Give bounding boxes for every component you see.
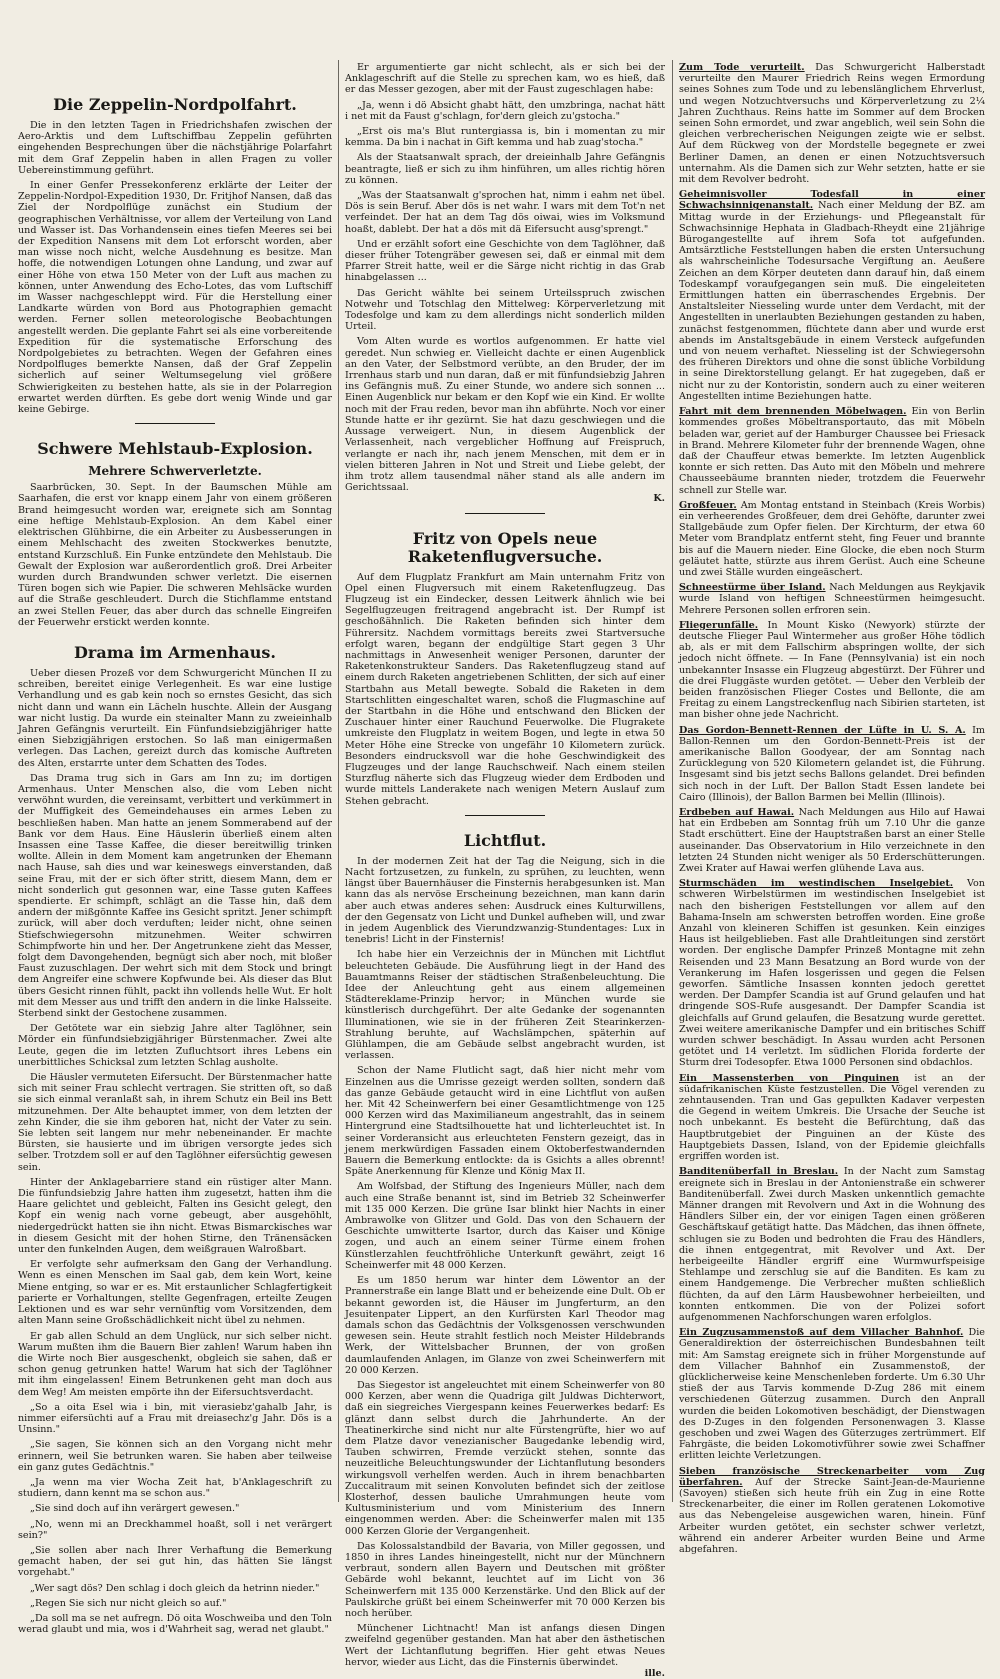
paragraph: Das Drama trug sich in Gars am Inn zu; im dortigen Armenhaus. Unter Menschen also, die vom Leben nicht verwöhnt wurden, die vereinsamt, verbittert und verkümmert in der Muffigkeit des Gemeindehauses ein armes Leben zu beschließen haben. Man hatte an jenem Sommerabend auf der Bank vor dem Haus. Eine Häuslerin überließ einem alten Insassen eine Tasse Kaffee, die dieser bereitwillig trinken wollte. Allein in dem Moment kam angetrunken der Ehemann nach Hause, sah dies und war keineswegs einverstanden, daß seine Frau, mit der er sich öfter stritt, diesem Mann, dem er nicht sonderlich gut gesonnen war, eine Tasse guten Kaffees spendierte. Er schimpft, schlägt an die Tasse hin, daß dem andern der mißgönnte Kaffee ins Gesicht spritzt. Jener schimpft zurück, will aber doch verduften; leider nicht, ohne seinen Stiefschwiegersohn mitzunehmen. Weiter schwirren Schimpfworte hin und her. Der Angetrunkene zieht das Messer, folgt dem Davongehenden, begnügt sich aber noch, mit bloßer Faust zuzuschlagen. Der wehrt sich mit dem Stock und bringt dem Angreifer eine schwere Kopfwunde bei. Als dieser das Blut übers Gesicht rinnen fühlt, packt ihn vollends helle Wut. Er holt mit dem Messer aus und trifft den andern in die linke Halsseite. Sterbend sinkt der Gestochene zusammen. bbox=[18, 772, 332, 1020]
paragraph: Die in den letzten Tagen in Friedrichshafen zwischen der Aero-Arktis und dem Luftschiffbau Zeppelin geführten eingehenden Besprechungen über die nächstjährige Polarfahrt mit dem Graf Zeppelin haben in allen Fragen zu voller Uebereinstimmung geführt. bbox=[18, 120, 332, 176]
author-signature: K. bbox=[653, 493, 665, 505]
paragraph: Münchener Lichtnacht! Man ist anfangs diesen Dingen zweifelnd gegenüber gestanden. Man hat aber den ästhetischen Wert der Lichtanflutung begriffen. Hier geht etwas Neues hervor, wieder aus Licht, das die Finsternis überwindet. bbox=[345, 1623, 665, 1668]
paragraph: „Regen Sie sich nur nicht gleich so auf." bbox=[30, 1597, 227, 1609]
article-subtitle: Mehrere Schwerverletzte. bbox=[88, 464, 262, 479]
column-left bbox=[18, 62, 332, 1639]
paragraph: Am Wolfsbad, der Stiftung des Ingenieurs Müller, nach dem auch eine Straße benannt ist, sind im Betrieb 32 Scheinwerfer mit 135 000 Kerzen. Die grüne Isar blinkt hier Nachts in einer Ambrawolke von Glitzer und Gold. Das von den Schauern der Geschichte umwitterte Isartor, durch das Kaiser und Könige zogen, und auch an einem seiner Türme einem frohen Künstlerzahlen feuchtfröhliche Unterkunft gewährt, zeigt 16 Scheinwerfer mit 48 000 Kerzen. bbox=[345, 1181, 665, 1271]
paragraph: „Ja wenn ma vier Wocha Zeit hat, b'Anklageschrift zu studiern, dann kennt ma se schon aus." bbox=[18, 1476, 332, 1500]
news-item bbox=[679, 807, 985, 874]
news-headline: Geheimnisvoller Todesfall in einer Schwachsinnigenanstalt. bbox=[679, 189, 985, 212]
news-item bbox=[679, 620, 985, 721]
news-headline: Großfeuer. bbox=[679, 499, 737, 511]
paragraph: Ich habe hier ein Verzeichnis der in München mit Lichtflut beleuchteten Gebäude. Die Ausführung liegt in der Hand des Bauamtmanns Reiser der städtischen Straßenbeleuchtung. Die Idee der Anleuchtung geht aus einem allgemeinen Städtereklame-Prinzip hervor; in München wurde sie künstlerisch durchgeführt. Der alte Gedanke der sogenannten Illuminationen, wie sie in der früheren Zeit Stearinkerzen-Strahlung beruhte, auf Wachslämpchen, späterhin auf Glühlampen, die am Gebäude selbst angebracht wurden, ist verlassen. bbox=[345, 949, 665, 1062]
news-text: In der Nacht zum Samstag ereignete sich in Breslau in der Antonienstraße ein schwerer Banditenüberfall. Zwei durch Masken unkenntlich gemachte Männer drangen mit Revolvern und Axt in die Wohnung des Händlers Silber ein, der vor einigen Tagen einen größeren Geschäftskauf getätigt hatte. Das Mädchen, das ihnen öffnete, schlugen sie zu Boden und bedrohten die Frau des Händlers, die ihnen entgegentrat, mit Revolver und Axt. Der herbeigeeilte Händler ergriff eine Wurmwurfspeisige Stehlampe und zerschlug sie auf die Banditen. Es kam zu einem Handgemenge. Die Verbrecher mußten schließlich flüchten, da auf den Lärm Hausbewohner herbeieilten, und konnten entkommen. Die von der Polizei sofort aufgenommenen Nachforschungen waren erfolglos. bbox=[679, 1166, 985, 1323]
paragraph: Das Siegestor ist angeleuchtet mit einem Scheinwerfer von 80 000 Kerzen, aber wenn die Quadriga gilt Juldwas Dichterwort, daß ein siegreiches Viergespann keines Feuerwerkes bedarf: Es glänzt dann selbst durch die Jahrhunderte. An der Theatinerkirche sind nicht nur alte Fürstengrüfte, hier wo auf dem Platze davor venezianischer Baugedanke lebendig wird, Tauben schwirren, Fremde verzückt stehen, sonnte das neuzeitliche Beleuchtungswunder der Lichtanflutung besonders wirkungsvoll verhelfen werden. Auch in ihrem benachbarten Zuccalitraum mit seinen Konvoluten befindet sich der zeitlose Klosterhof, dessen bauliche Umrahmungen heute vom Kultusministerium und vom Ministerium des Innern eingenommen werden. Aber: die Scheinwerfer malen mit 135 000 Kerzen Glorie der Vergangenheit. bbox=[345, 1379, 665, 1537]
article-title-armenhaus: Drama im Armenhaus. bbox=[74, 642, 276, 662]
news-item bbox=[679, 406, 985, 496]
news-item bbox=[679, 878, 985, 1068]
divider bbox=[135, 423, 215, 424]
news-headline: Fahrt mit dem brennenden Möbelwagen. bbox=[679, 406, 907, 418]
news-text: Nach Meldungen aus Reykjavik wurde Island von heftigen Schneestürmen heimgesucht. Mehrere Personen sollen erfroren sein. bbox=[679, 582, 985, 616]
paragraph: Und er erzählt sofort eine Geschichte von dem Taglöhner, daß dieser früher Totengräber gewesen sei, daß er einmal mit dem Pfarrer Streit hatte, weil er die Särge nicht richtig in das Grab hinabgelassen ... bbox=[345, 238, 665, 284]
paragraph: „Sie sollen aber nach Ihrer Verhaftung die Bemerkung gemacht haben, der sei gut hin, das hätten Sie längst vorgehabt." bbox=[18, 1544, 332, 1579]
paragraph: „Ja, wenn i dö Absicht ghabt hätt, den umzbringa, nachat hätt i net mit da Faust g'schlagn, for'dern gleich zu'gstocha." bbox=[345, 99, 665, 122]
news-headline: Erdbeben auf Hawai. bbox=[679, 807, 795, 818]
paragraph: „So a oita Esel wia i bin, mit vierasiebz'gahalb Jahr, is nimmer eifersüchti auf a Frau mit dreiasechz'g Jahr. Dös is a Unsinn." bbox=[18, 1401, 332, 1436]
news-headline: Fliegerunfälle. bbox=[679, 619, 759, 631]
news-text: ist an der südafrikanischen Küste festzustellen. Die Vögel verenden zu zehntausenden. Tran und Gas gepulkten Kadaver verpesten die Gegend in weitem Umkreis. Die Ursache der Seuche ist noch unbekannt. Es besteht die Befürchtung, daß das Hauptbrutgebiet der Pinguinen an der Küste des Hauptgebiets Dassen, Island, von der Epidemie gleichfalls ergriffen worden ist. bbox=[679, 1072, 985, 1163]
news-headline: Zum Tode verurteilt. bbox=[679, 62, 805, 73]
paragraph: Schon der Name Flutlicht sagt, daß hier nicht mehr vom Einzelnen aus die Umrisse gezeigt werden sollten, sondern daß das ganze Gebäude getaucht wird in eine Lichtflut von außen her. Mit 42 Scheinwerfern bei einer Gesamtlichtmenge von 125 000 Kerzen wird das Maximilianeum angestrahlt, das in seinem Hintergrund eine Stadtsilhouette hat und lichterleuchtet ist. In seiner Vorderansicht aus erleuchteten Fenstern gezeigt, das in jenem merkwürdigen Fassaden einem Oktoberfestwandernden Bauern die Bemerkung entlockte: da is Gsichts a alles obrennt! Späte Anerkennung für Klenze und König Max II. bbox=[345, 1065, 665, 1178]
news-headline: Das Gordon-Bennett-Rennen der Lüfte in U. S. A. bbox=[679, 724, 966, 736]
news-text: Auf der Strecke Saint-Jean-de-Maurienne (Savoyen) stießen sich heute früh ein Zug in eine Rotte Streckenarbeiter, die einer im Rollen geratenen Lokomotive aus das Nebengeleise ausgewichen waren, hinein. Fünf Arbeiter wurden getötet, ein sechster schwer verletzt, während ein anderer Arbeiter wurden Beine und Arme abgefahren. bbox=[679, 1476, 985, 1555]
news-item bbox=[679, 500, 985, 578]
paragraph: Als der Staatsanwalt sprach, der dreieinhalb Jahre Gefängnis beantragte, ließ er sich zu ihm hinführen, um alles richtig hören zu können. bbox=[345, 152, 665, 186]
column-right-news bbox=[679, 62, 985, 1559]
paragraph: Vom Alten wurde es wortlos aufgenommen. Er hatte viel geredet. Nun schwieg er. Vielleicht dachte er einen Augenblick an den Vater, der Selbstmord verübte, an den Bruder, der im Irrenhaus starb und nun daran, daß er mit fünfundsiebzig Jahren ins Gefängnis muß. Zu einer Stunde, wo andere sich sonnen ... Einen Augenblick nur bekam er den Kopf wie ein Kind. Er wollte noch mit der Frau reden, bevor man ihn abführte. Noch vor einer Stunde hatte er ihr gezürnt. Sie hat dazu geschwiegen und die Aussage verweigert. Nun, in diesem Augenblick der Verlassenheit, nach vergeblicher Hoffnung auf Freispruch, verlangte er nach ihr, nach jenem Menschen, mit dem er in vielen bitteren Jahren in Not und Streit und Liebe gelebt, der ihm trotz allem tausendmal näher stand als alle andern im Gerichtssaal. bbox=[345, 336, 665, 494]
news-headline: Schneestürme über Island. bbox=[679, 582, 826, 594]
news-text: Die Generaldirektion der österreichischen Bundesbahnen teilt mit: Am Samstag ereignete sich in früher Morgenstunde auf dem Villacher Bahnhof ein Zusammenstoß, der glücklicherweise keine Menschenleben forderte. Um 6.30 Uhr stieß der aus Tarvis kommende D-Zug 286 mit einem verschiedenen Güterzug zusammen. Durch den Anprall wurden die beiden Lokomotiven beschädigt, der Dienstwagen des D-Zuges in den folgenden Personenwagen 3. Klasse geschoben und zwei Wagen des Güterzuges zertrümmert. Elf Fahrgäste, die beiden Lokomotivführer sowie zwei Schaffner erlitten leichte Verletzungen. bbox=[679, 1327, 985, 1462]
news-headline: Banditenüberfall in Breslau. bbox=[679, 1166, 839, 1178]
news-text: Nach Meldungen aus Hilo auf Hawai hat ein Erdbeben am Sonntag früh um 7.10 Uhr die ganze Stadt erschüttert. Eine der Hauptstraßen barst an einer Stelle auseinander. Das Observatorium in Hilo verzeichnete in den letzten 24 Stunden nicht weniger als 50 Erderschütterungen. Zwei Krater auf Hawai werfen glühende Lava aus. bbox=[679, 807, 985, 875]
news-text: Das Schwurgericht Halberstadt verurteilte den Maurer Friedrich Reins wegen Ermordung seines Sohnes zum Tode und zu lebenslänglichem Ehrverlust, und wegen Notzuchtversuchs und Körperverletzung zu 2¼ Jahren Zuchthaus. Reins hatte im Sommer auf dem Brocken seinen Sohn ermordet, und zwar angeblich, weil sein Sohn die gleichen verbrecherischen Neigungen zeigte wie er selbst. Auf dem Rückweg von der Mordstelle begegnete er zwei Berliner Damen, an denen er einen Notzuchtsversuch unternahm. Als die Damen sich zur Wehr setzten, hatte er sie mit dem Revolver bedroht. bbox=[679, 62, 985, 186]
paragraph: Das Gericht wählte bei seinem Urteilsspruch zwischen Notwehr und Totschlag den Mittelweg: Körperverletzung mit Todesfolge und kam zu dem allerdings nicht sonderlich milden Urteil. bbox=[345, 287, 665, 333]
article-title-opel: Fritz von Opels neue Raketenflugversuche. bbox=[407, 528, 603, 566]
news-text: Von schweren Wirbelstürmen im westindischen Inselgebiet ist nach den bisherigen Feststellungen vor allem auf den Bahama-Inseln am schwersten betroffen worden. Eine große Anzahl von kleineren Schiffen ist gesunken. Kein einziges Haus ist heilgeblieben. Fast alle Drahtleitungen sind zerstört worden. Der englische Dampfer Prinzeß Montagne mit zehn Reisenden und 23 Mann Besatzung an Bord wurde von der Verankerung im Hafen losgerissen und gegen die Felsen geworfen. Sämtliche Insassen konnten jedoch gerettet werden. Der Dampfer Scandia ist auf Grund gelaufen und hat dringende SOS-Rufe ausgesandt. Der Dampfer Scandia ist gleichfalls auf Grund gelaufen, die Besatzung wurde gerettet. Zwei weitere amerikanische Dampfer und ein britisches Schiff wurden schwer beschädigt. In Assau wurden acht Personen getötet und 14 verletzt. Im südlichen Florida forderte der Sturm drei Todesopfer. Etwa 1000 Personen sind obdachlos. bbox=[679, 878, 985, 1069]
news-item bbox=[679, 62, 985, 185]
paragraph: „Da soll ma se net aufregn. Dö oita Woschweiba und den Toln werad glaubt und mia, wos i d'Wahrheit sag, werad net glaubt." bbox=[18, 1612, 332, 1636]
news-item bbox=[679, 582, 985, 616]
news-headline: Sieben französische Streckenarbeiter vom Zug überfahren. bbox=[679, 1465, 985, 1488]
news-item bbox=[679, 189, 985, 402]
news-headline: Ein Massensterben von Pinguinen bbox=[679, 1072, 900, 1084]
paragraph: Das Kolossalstandbild der Bavaria, von Miller gegossen, und 1850 in ihres Landes hineingestellt, nicht nur der Münchnern verbraut, sondern allen Bayern und Deutschen mit größter Gebärde wohl bekannt, leuchtet auf im Licht von 36 Scheinwerfern mit 135 000 Kerzenstärke. Und den Blick auf der Paulskirche grüßt bei einem Scheinwerfer mit 70 000 Kerzen bis noch herüber. bbox=[345, 1540, 665, 1619]
paragraph: Er verfolgte sehr aufmerksam den Gang der Verhandlung. Wenn es einen Menschen im Saal gab, dem kein Wort, keine Miene entging, so war er es. Mit erstaunlicher Schlagfertigkeit parierte er Vorhaltungen, stellte Gegenfragen, erteilte Zeugen Lektionen und es war sehr vernünftig vom Vorsitzenden, dem alten Mann seine Großschädlichkeit nicht übel zu nehmen. bbox=[18, 1259, 332, 1327]
news-item bbox=[679, 1466, 985, 1556]
column-divider bbox=[338, 60, 339, 1502]
paragraph: Er argumentierte gar nicht schlecht, als er sich bei der Anklageschrift auf die Stelle zu sprechen kam, wo es hieß, daß er das Messer gezogen, aber mit der Faust zugeschlagen habe: bbox=[345, 62, 665, 96]
column-middle bbox=[345, 62, 665, 1679]
news-text: Ein von Berlin kommendes großes Möbeltransportauto, das mit Möbeln beladen war, geriet auf der Hamburger Chaussee bei Friesack in Brand. Mehrere Kilometer fuhr der brennende Wagen, ohne daß der Chauffeur etwas bemerkte. Im letzten Augenblick konnte er sich retten. Das Auto mit den Möbeln und mehrere Chausseebäume brannten nieder, trotzdem die Feuerwehr schnell zur Stelle war. bbox=[679, 406, 985, 496]
news-text: Im Ballon-Rennen um den Gordon-Bennett-Preis ist der amerikanische Ballon Goodyear, der am Sonntag nach Zurücklegung von 520 Kilometern gelandet ist, die Führung. Insgesamt sind bis jetzt sechs Ballons gelandet. Drei befinden sich noch in der Luft. Der Ballon Stadt Essen landete bei Cairo (Illinois), der Ballon Barmen bei Mellin (Illinois). bbox=[679, 724, 985, 803]
paragraph: „Erst ois ma's Blut runtergiassa is, bin i momentan zu mir kemma. Da bin i nachat in Gift kemma und hab zuag'stocha." bbox=[345, 126, 665, 149]
paragraph: Der Getötete war ein siebzig Jahre alter Taglöhner, sein Mörder ein fünfundsiebzigjähriger Bürstenmacher. Zwei alte Leute, gegen die im letzten Zufluchtsort ihres Lebens ein unerbittliches Schicksal zum letzten Schlag ausholte. bbox=[18, 1023, 332, 1068]
news-text: In Mount Kisko (Newyork) stürzte der deutsche Flieger Paul Wintermeher aus großer Höhe tödlich ab, als er mit dem Fallschirm abspringen wollte, der sich jedoch nicht öffnete. — In Fane (Pennsylvania) ist ein noch unbekannter Insasse ein Flugzeug abgestürzt. Der Führer und die drei Fluggäste wurden getötet. — Ueber den Verbleib der beiden französischen Flieger Costes und Bellonte, die am Freitag zu einem Langstreckenflug nach Sibirien starteten, ist man bisher ohne jede Nachricht. bbox=[679, 619, 985, 721]
news-item bbox=[679, 725, 985, 803]
article-title-explosion: Schwere Mehlstaub-Explosion. bbox=[37, 439, 313, 459]
paragraph: Die Häusler vermuteten Eifersucht. Der Bürstenmacher hatte sich mit seiner Frau schlecht vertragen. Sie stritten oft, so daß sie sich einmal veranlaßt sah, in ihrem Schutz ein Beil ins Bett mitzunehmen. Der Alte behauptet immer, von dem letzten der zehn Kinder, die sie ihm geboren hat, nicht der Vater zu sein. Sie lebten seit langem nur mehr nebeneinander. Er machte Bürsten, sie hausierte und im übrigen versorgte jedes sich selber. Trotzdem soll er auf den Taglöhner eifersüchtig gewesen sein. bbox=[18, 1072, 332, 1173]
paragraph: Auf dem Flugplatz Frankfurt am Main unternahm Fritz von Opel einen Flugversuch mit einem Raketenflugzeug. Das Flugzeug ist ein Eindecker, dessen Leitwerk ähnlich wie bei Segelflugzeugen freitragend angebracht ist. Der Rumpf ist geschoßähnlich. Die Raketen befinden sich hinter dem Führersitz. Nachdem vormittags bereits zwei Startversuche erfolgt waren, begann der endgültige Start gegen 3 Uhr nachmittags in Anwesenheit weniger Personen, darunter der Raketenkonstrukteur Sanders. Das Raketenflugzeug stand auf einem durch Raketen angetriebenen Schlitten, der sich auf einer Startbahn aus Metall bewegte. Sobald die Raketen in dem Startschlitten eingeschaltet waren, schoß die Flugmaschine auf der Startbahn in die Höhe und entschwand den Blicken der Zuschauer hinter einer Rauchund Feuerwolke. Die Flugrakete umkreiste den Flugplatz in weitem Bogen, und legte in etwa 50 Meter Höhe eine Strecke von ungefähr 10 Kilometern zurück. Besonders eindrucksvoll war die hohe Geschwindigkeit des Flugzeuges und der lange Rauchschweif. Nach einem steilen Sturzflug näherte sich das Flugzeug wieder dem Erdboden und wurde mittels Landerakete nach wenigen Metern Auslauf zum Stehen gebracht. bbox=[345, 571, 665, 807]
article-title-zeppelin: Die Zeppelin-Nordpolfahrt. bbox=[53, 95, 297, 114]
paragraph: Saarbrücken, 30. Sept. In der Baumschen Mühle am Saarhafen, die erst vor knapp einem Jahr von einem größeren Brand heimgesucht worden war, ereignete sich am Sonntag eine heftige Mehlstaub-Explosion. An dem Kabel einer elektrischen Glühbirne, die ein Arbeiter zu Ausbesserungen in einem Mehlschacht des zweiten Stockwerkes benutzte, entstand Kurzschluß. Ein Funke entzündete den Mehlstaub. Die Gewalt der Explosion war außerordentlich groß. Drei Arbeiter wurden durch Brandwunden schwer verletzt. Die eisernen Türen bogen sich wie Papier. Die schweren Mehlsäcke wurden auf die Straße geschleudert. Durch die Stichflamme entstand an zwei Stellen Feuer, das aber durch das schnelle Eingreifen der Feuerwehr erstickt werden konnte. bbox=[18, 482, 332, 628]
news-text: Am Montag entstand in Steinbach (Kreis Worbis) ein verheerendes Großfeuer, dem drei Gehöfte, darunter zwei Stallgebäude zum Opfer fielen. Der Kirchturm, der etwa 60 Meter vom Brandplatz entfernt steht, fing Feuer und brannte bis auf die Mauern nieder. Eine Glocke, die eben noch Sturm geläutet hatte, stürzte aus ihrem Gerüst. Auch eine Scheune und zwei Ställe wurden eingeäschert. bbox=[679, 499, 985, 578]
news-text: Nach einer Meldung der BZ. am Mittag wurde in der Erziehungs- und Pflegeanstalt für Schwachsinnige Hephata in Gladbach-Rheydt eine 21jährige Bürogangestellte auf ihrem Sofa tot aufgefunden. Amtsärztliche Feststellungen haben die ersten Untersuchung als wahrscheinliche Todesursache Vergiftung an. Aeußere Zeichen an dem Körper deuteten dann darauf hin, daß einem Todeskampf voraufgegangen sein muß. Die eingeleiteten Ermittlungen hatten ein überraschendes Ergebnis. Der Anstaltsleiter Niesseling wurde unter dem Verdacht, mit der Angestellten in unerlaubten Beziehungen gestanden zu haben, zunächst festgenommen, flüchtete dann aber und wurde erst abends im Anstaltsgebäude in einem Versteck aufgefunden und von neuem verhaftet. Niesseling ist der Schwiegersohn des früheren Direktors und ohne die sonst übliche Vorbildung in seine Direktorstellung gelangt. Er hat zugegeben, daß er nicht nur zu der Kontoristin, sondern auch zu einer weiteren Angestellten intime Beziehungen hatte. bbox=[679, 200, 985, 402]
author-signature: ille. bbox=[644, 1668, 665, 1679]
paragraph: „Was der Staatsanwalt g'sprochen hat, nimm i eahm net übel. Dös is sein Beruf. Aber dös is net wahr. I wars mit dem Tot'n net verfeindet. Der hat an dem Tag dös oiwai, wies im Volksmund hoaßt, dablebt. Der hat a dös mit dä Eifersucht ausg'sprengt." bbox=[345, 190, 665, 235]
paragraph: Hinter der Anklagebarriere stand ein rüstiger alter Mann. Die fünfundsiebzig Jahre hatten ihm zugesetzt, hatten ihm die Haare gelichtet und gebleicht, Falten ins Gesicht gelegt, den Kopf ein wenig nach vorne gebeugt, aber ausgehöhlt, niedergedrückt hatten sie ihn nicht. Etwas Bismarckisches war in diesem Gesicht mit der hohen Stirne, den Tränensäcken unter den funkelnden Augen, dem weißgrauen Walroßbart. bbox=[18, 1176, 332, 1256]
paragraph: „Sie sagen, Sie können sich an den Vorgang nicht mehr erinnern, weil Sie betrunken waren. Sie haben aber teilweise ein ganz gutes Gedächtnis." bbox=[18, 1439, 332, 1473]
column-divider bbox=[672, 60, 673, 1502]
paragraph: Es um 1850 herum war hinter dem Löwentor an der Prannerstraße ein lange Blatt und er beheizende eine Dult. Ob er bekannt geworden ist, die Häuser im Jungferturm, an den Jesuitenpater Lippert, an den Kurfürsten Karl Theodor mag damals schon das Gedächtnis der Volksgenossen verschwunden gewesen sein. Heute strahlt festlich noch Meister Hildebrands Werk, der Wittelsbacher Brunnen, der von großen daumlaufenden Anlagen, im Glanze von zwei Scheinwerfern mit 20 000 Kerzen. bbox=[345, 1275, 665, 1376]
divider bbox=[465, 513, 545, 514]
paragraph: In einer Genfer Pressekonferenz erklärte der Leiter der Zeppelin-Nordpol-Expedition 1930, Dr. Fritjhof Nansen, daß das Ziel der Nordpolflüge zunächst ein Studium der geographischen Verhältnisse, vor allem der Verteilung von Land und Wasser ist. Das Vorhandensein eines tiefen Meeres sei bei der Expedition Nansens mit dem Lot erforscht worden, aber man wisse noch nicht, welche Ausdehnung es besitze. Man hoffe, die notwendigen Lotungen ohne Landung, und zwar auf einer Höhe von etwa 150 Meter von der Luft aus machen zu können, unter Anwendung des Echo-Lotes, das vom Luftschiff im Wasser nachgeschleppt wird. Für die Herstellung einer Landkarte würden von Bord aus Photographien gemacht werden. Ferner sollen meteorologische Beobachtungen angestellt werden. Die geplante Fahrt sei als eine vorbereitende Expedition für die systematische Erforschung des Nordpolgebietes zu betrachten. Wegen der Gefahren eines Nordpolfluges bemerkte Nansen, daß der Graf Zeppelin sicherlich auf seiner Weltumsegelung viel größere Schwierigkeiten zu bestehen hatte, als sie in der Polarregion erwartet werden dürften. Es gebe dort wenig Winde und gar keine Gebirge. bbox=[18, 180, 332, 416]
news-headline: Sturmschäden im westindischen Inselgebiet. bbox=[679, 878, 954, 890]
news-headline: Ein Zugzusammenstoß auf dem Villacher Bahnhof. bbox=[679, 1327, 964, 1339]
paragraph: In der modernen Zeit hat der Tag die Neigung, sich in die Nacht fortzusetzen, zu funkeln, zu sprühen, zu leuchten, wenn längst über Bauernhäuser die Finsternis herabgesunken ist. Man kann das als nervöse Erscheinung bezeichnen, man kann darin aber auch etwas anderes sehen: Ausdruck eines Kulturwillens, der den Gegensatz von Licht und Dunkel aufheben will, und zwar in jedem Augenblick des Vierundzwanzig-Stundentages: Lux in tenebris! Licht in der Finsternis! bbox=[345, 855, 665, 946]
paragraph: „No, wenn mi an Dreckhammel hoaßt, soll i net verärgert sein?" bbox=[18, 1518, 332, 1541]
divider bbox=[465, 815, 545, 816]
news-item bbox=[679, 1073, 985, 1163]
news-item bbox=[679, 1327, 985, 1461]
news-item bbox=[679, 1166, 985, 1323]
article-title-lichtflut: Lichtflut. bbox=[463, 830, 547, 850]
paragraph: „Sie sind doch auf ihn verärgert gewesen." bbox=[30, 1503, 240, 1515]
paragraph: Er gab allen Schuld an dem Unglück, nur sich selber nicht. Warum mußten ihm die Bauern Bier zahlen! Warum haben ihn die Wirte noch Bier ausgeschenkt, obgleich sie sahen, daß er schon genug getrunken hatte! Warum hat sich der Taglöhner mit ihm eingelassen! Einem Betrunkenen geht man doch aus dem Weg! Am meisten empörte ihn der Eifersuchtsverdacht. bbox=[18, 1330, 332, 1398]
paragraph: „Wer sagt dös? Den schlag i doch gleich da hetrinn nieder." bbox=[30, 1582, 320, 1594]
paragraph: Ueber diesen Prozeß vor dem Schwurgericht München II zu schreiben, bereitet einige Verlegenheit. Es war eine lustige Verhandlung und es gab kein noch so ernstes Gesicht, das sich nicht dann und wann ein Lächeln huschte. Allein der Ausgang war nicht lustig. Da wurde ein steinalter Mann zu zweieinhalb Jahren Gefängnis verurteilt. Ein Fünfundsiebzigjähriger hatte einen Siebzigjährigen erstochen. So laß man einigermaßen verlegen. Das Lachen, gereizt durch das komische Auftreten des Alten, erstarrte unter dem Schatten des Todes. bbox=[18, 667, 332, 769]
